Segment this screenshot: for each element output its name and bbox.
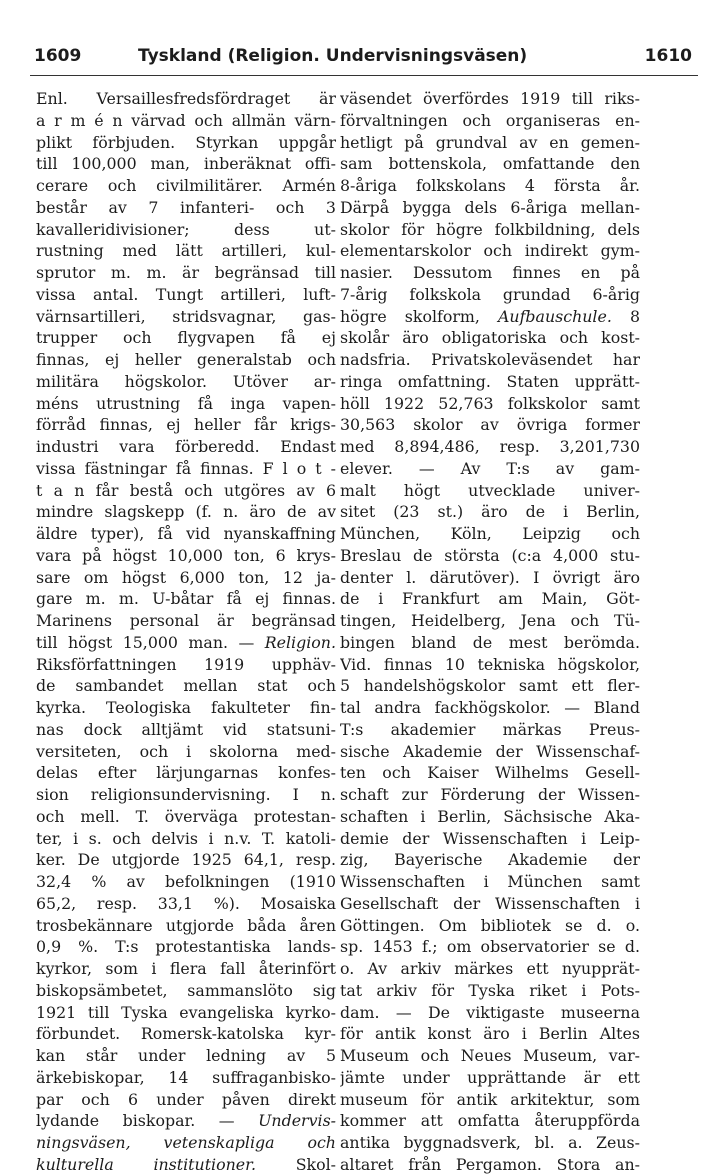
text-line: Museum och Neues Museum, var- — [340, 1046, 640, 1065]
text-line: malt högt utvecklade univer- — [340, 480, 640, 500]
text-line: biskopsämbetet, sammanslöto sig — [36, 980, 336, 1000]
text-line: hetligt på grundval av en gemen- — [340, 132, 640, 152]
text-line: cerare och civilmilitärer. Armén — [36, 176, 336, 195]
text-line: Därpå bygga dels 6-åriga mellan- — [340, 197, 640, 217]
text-line: nas dock alltjämt vid statsuni- — [36, 719, 336, 739]
text-line: denter l. därutöver). I övrigt äro — [340, 567, 640, 587]
text-line — [36, 632, 336, 654]
text-line — [36, 1154, 336, 1176]
text-line: för antik konst äro i Berlin Altes — [340, 1024, 640, 1044]
text-line: Wissenschaften i München samt — [340, 872, 640, 891]
text-line: förbundet. Romersk-katolska kyr- — [36, 1024, 336, 1044]
section-heading-line: kulturella institutioner. — [36, 1154, 256, 1174]
text-line: sitet (23 st.) äro de i Berlin, — [340, 502, 640, 522]
text-line: nadsfria. Privatskoleväsendet har — [340, 350, 640, 369]
text-line: par och 6 under påven direkt — [36, 1089, 336, 1109]
text-line: 7-årig folkskola grundad 6-årig — [340, 284, 640, 304]
text-line: a r m é n värvad och allmän värn- — [36, 110, 336, 130]
section-heading-undervisning: Undervis- — [258, 1111, 336, 1131]
text-line: 1921 till Tyska evangeliska kyrko- — [36, 1002, 336, 1022]
text-line: Riksförfattningen 1919 upphäv- — [36, 654, 336, 674]
text-line: förråd finnas, ej heller får krigs- — [36, 415, 336, 435]
text-line: bingen bland de mest berömda. — [340, 632, 640, 652]
text-line: de i Frankfurt am Main, Göt- — [340, 589, 640, 609]
text-line — [36, 1110, 336, 1132]
text-line: t a n får bestå och utgöres av 6 — [36, 480, 336, 500]
text-line: jämte under upprättande är ett — [340, 1067, 640, 1087]
text-line: tingen, Heidelberg, Jena och Tü- — [340, 611, 640, 630]
text-line: skolor för högre folkbildning, dels — [340, 219, 640, 239]
text-line: väsendet överfördes 1919 till riks- — [340, 89, 640, 108]
text-line: består av 7 infanteri- och 3 — [36, 197, 336, 217]
text-line: kavalleridivisioner; dess ut- — [36, 219, 336, 239]
text-line: vissa antal. Tungt artilleri, luft- — [36, 284, 336, 304]
page-title: Tyskland (Religion. Undervisningsväsen) — [138, 46, 528, 66]
text-run: Skol- — [295, 1154, 336, 1174]
page-number-left: 1609 — [34, 46, 82, 66]
text-line: kyrkor, som i flera fall återinfört — [36, 959, 336, 978]
text-line — [340, 306, 640, 328]
text-line: sam bottenskola, omfattande den — [340, 154, 640, 174]
text-line: med 8,894,486, resp. 3,201,730 — [340, 437, 640, 456]
page-number-right: 1610 — [644, 46, 692, 66]
text-line: rustning med lätt artilleri, kul- — [36, 241, 336, 261]
left-column — [36, 88, 336, 1176]
text-line: sprutor m. m. är begränsad till — [36, 263, 336, 282]
text-line: trupper och flygvapen få ej — [36, 328, 336, 348]
text-line: sp. 1453 f.; om observatorier se d. — [340, 937, 640, 957]
text-line: Gesellschaft der Wissenschaften i — [340, 893, 640, 913]
text-line: de sambandet mellan stat och — [36, 676, 336, 696]
text-line: schaft zur Förderung der Wissen- — [340, 785, 640, 804]
text-line: och mell. T. överväga protestan- — [36, 806, 336, 826]
text-line: militära högskolor. Utöver ar- — [36, 371, 336, 391]
text-line: versiteten, och i skolorna med- — [36, 741, 336, 761]
text-line: 32,4 % av befolkningen (1910 — [36, 872, 336, 891]
text-line: ker. De utgjorde 1925 64,1, resp. — [36, 850, 336, 870]
text-run: till högst 15,000 man. — — [36, 632, 255, 652]
text-line: äldre typer), få vid nyanskaffning — [36, 524, 336, 543]
text-line: Vid. finnas 10 tekniska högskolor, — [340, 654, 640, 674]
text-line: skolår äro obligatoriska och kost- — [340, 328, 640, 348]
text-line: tal andra fackhögskolor. — Bland — [340, 698, 640, 717]
text-run: lydande biskopar. — — [36, 1111, 235, 1131]
text-line: ärkebiskopar, 14 suffraganbisko- — [36, 1067, 336, 1087]
text-line: ringa omfattning. Staten upprätt- — [340, 371, 640, 391]
text-line: museum för antik arkitektur, som — [340, 1089, 640, 1109]
text-line: 65,2, resp. 33,1 %). Mosaiska — [36, 893, 336, 913]
text-run: 8 — [629, 306, 640, 326]
text-line: 30,563 skolor av övriga former — [340, 415, 640, 435]
term-aufbauschule: Aufbauschule. — [498, 306, 612, 326]
right-column — [340, 88, 640, 1176]
text-line: Breslau de största (c:a 4,000 stu- — [340, 545, 640, 565]
text-line: schaften i Berlin, Sächsische Aka- — [340, 806, 640, 826]
text-line: Marinens personal är begränsad — [36, 611, 336, 630]
text-line: sion religionsundervisning. I n. — [36, 785, 336, 804]
text-line: kan står under ledning av 5 — [36, 1046, 336, 1065]
text-line: industri vara förberedd. Endast — [36, 437, 336, 456]
text-run: högre skolform, — [340, 306, 480, 326]
text-line: o. Av arkiv märkes ett nyupprät- — [340, 959, 640, 978]
text-line: vissa fästningar få finnas. F l o t - — [36, 458, 336, 478]
text-line: sische Akademie der Wissenschaf- — [340, 741, 640, 761]
text-line: altaret från Pergamon. Stora an- — [340, 1154, 640, 1174]
text-line: värnsartilleri, stridsvagnar, gas- — [36, 306, 336, 326]
text-line: gare m. m. U-båtar få ej finnas. — [36, 589, 336, 609]
text-line: antika byggnadsverk, bl. a. Zeus- — [340, 1133, 640, 1152]
text-line: ter, i s. och delvis i n.v. T. katoli- — [36, 828, 336, 848]
text-line: München, Köln, Leipzig och — [340, 524, 640, 543]
text-line: tat arkiv för Tyska riket i Pots- — [340, 980, 640, 1000]
text-line: finnas, ej heller generalstab och — [36, 350, 336, 369]
text-line: nasier. Dessutom finnes en på — [340, 263, 640, 282]
text-line: dam. — De viktigaste museerna — [340, 1002, 640, 1022]
text-line: 0,9 %. T:s protestantiska lands- — [36, 937, 336, 957]
text-line: Enl. Versaillesfredsfördraget är — [36, 89, 336, 108]
text-line: 5 handelshögskolor samt ett fler- — [340, 676, 640, 696]
text-line: elever. — Av T:s av gam- — [340, 458, 640, 478]
text-line: ten och Kaiser Wilhelms Gesell- — [340, 763, 640, 783]
section-heading-line: ningsväsen, vetenskapliga och — [36, 1133, 336, 1152]
text-line: delas efter lärjungarnas konfes- — [36, 763, 336, 783]
text-line: sare om högst 6,000 ton, 12 ja- — [36, 567, 336, 587]
text-line: förvaltningen och organiseras en- — [340, 110, 640, 130]
text-line: méns utrustning få inga vapen- — [36, 393, 336, 413]
running-header — [30, 44, 698, 72]
text-line: Göttingen. Om bibliotek se d. o. — [340, 915, 640, 935]
text-line: kommer att omfatta återuppförda — [340, 1111, 640, 1131]
text-line: demie der Wissenschaften i Leip- — [340, 828, 640, 848]
text-line: mindre slagskepp (f. n. äro de av — [36, 502, 336, 522]
text-line: kyrka. Teologiska fakulteter fin- — [36, 698, 336, 717]
header-rule — [30, 75, 698, 76]
text-line: T:s akademier märkas Preus- — [340, 719, 640, 739]
text-line: vara på högst 10,000 ton, 6 krys- — [36, 545, 336, 565]
text-line: 8-åriga folkskolans 4 första år. — [340, 176, 640, 195]
text-line: trosbekännare utgjorde båda åren — [36, 915, 336, 935]
section-heading-religion: Religion. — [264, 632, 336, 652]
text-line: elementarskolor och indirekt gym- — [340, 241, 640, 261]
text-line: zig, Bayerische Akademie der — [340, 850, 640, 870]
text-line: höll 1922 52,763 folkskolor samt — [340, 393, 640, 413]
text-line: till 100,000 man, inberäknat offi- — [36, 154, 336, 174]
text-line: plikt förbjuden. Styrkan uppgår — [36, 132, 336, 152]
